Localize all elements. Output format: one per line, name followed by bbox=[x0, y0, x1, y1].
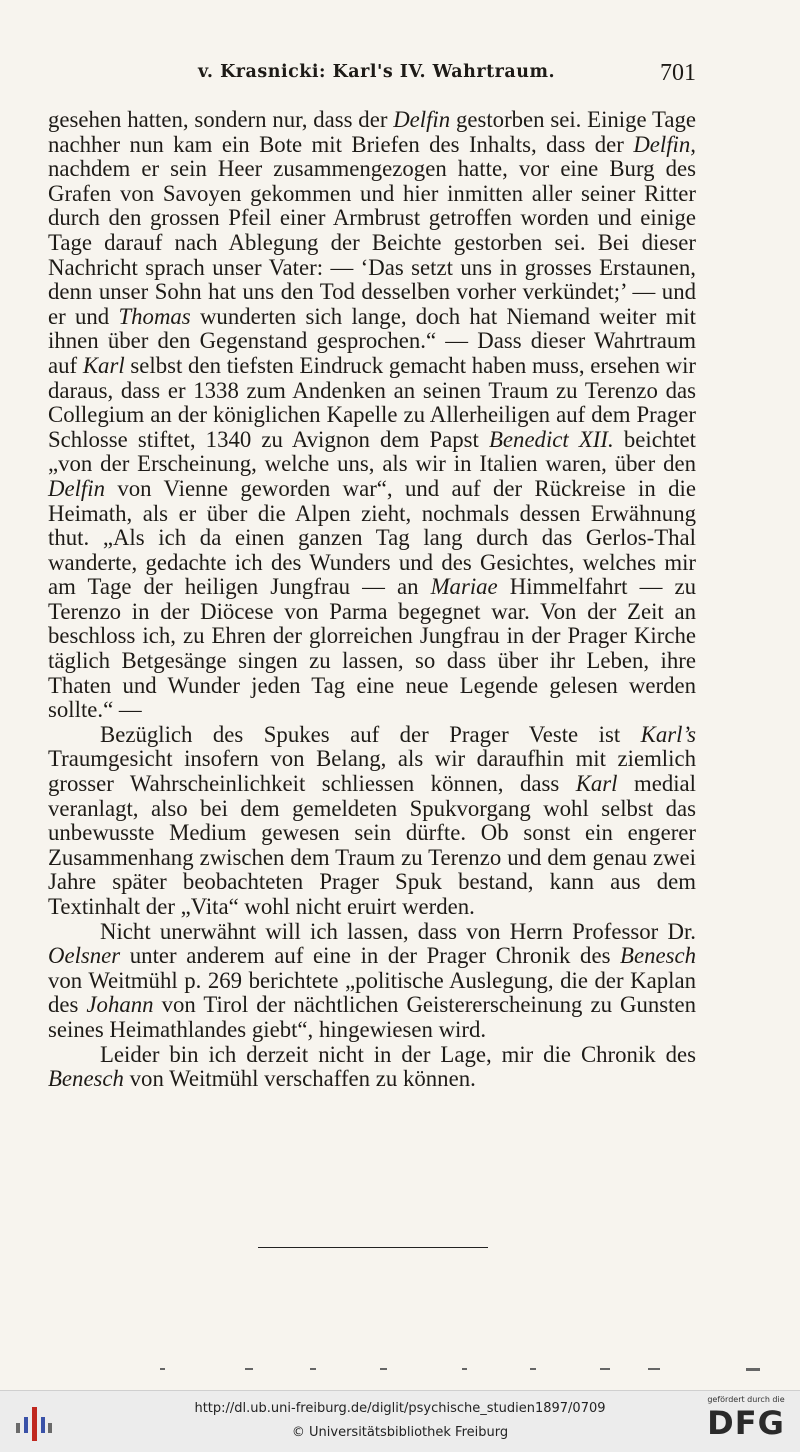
text-run: gestorben sei. Einige Tage nachher nun kam ein Bote mit Briefen des Inhalts, dass der bbox=[48, 107, 696, 157]
speck bbox=[380, 1368, 387, 1370]
text-run: Nicht unerwähnt will ich lassen, dass von Herrn Professor Dr. bbox=[100, 918, 696, 944]
text-run: unter anderem auf eine in der Prager Chronik des bbox=[120, 943, 621, 969]
italic-name: Karl bbox=[575, 771, 618, 797]
text-run: von Tirol der nächtlichen Geistererscheinung zu Gunsten seines Heimathlandes giebt“, hingewiesen wird. bbox=[48, 992, 696, 1042]
dfg-wordmark: DFG bbox=[707, 1404, 785, 1442]
italic-name: Karl bbox=[82, 352, 125, 378]
text-run: von Weitmühl verschaffen zu können. bbox=[123, 1066, 476, 1092]
text-run: von Weitmühl p. 269 berichtete „politische Auslegung, die der Kaplan des bbox=[48, 967, 696, 1018]
dfg-logo[interactable] bbox=[700, 1395, 792, 1449]
speck bbox=[462, 1368, 467, 1370]
text-run: von Vienne geworden war“, und auf der Rückreise in die Heimath, als er über die Alpen zieht, nochmals dessen Erwähnung thut. „Als ich da einen ganzen Tag lang durch das Gerlos-Thal wanderte, gedachte ich des Wunders und des Gesichtes, welches mir am Tage der heiligen Jungfrau — an bbox=[48, 475, 696, 600]
source-url-link[interactable]: http://dl.ub.uni-freiburg.de/diglit/psychische_studien1897/0709 bbox=[194, 1401, 606, 1416]
italic-name: Delfin, bbox=[633, 131, 696, 157]
page-number: 701 bbox=[660, 60, 696, 86]
speck bbox=[245, 1368, 253, 1370]
speck bbox=[310, 1368, 316, 1370]
copyright-notice: © Universitätsbibliothek Freiburg bbox=[291, 1425, 509, 1440]
paragraph-2 bbox=[48, 723, 696, 920]
section-end-rule bbox=[258, 1247, 488, 1248]
text-run: gesehen hatten, sondern nur, dass der bbox=[48, 107, 394, 132]
dfg-tagline: gefördert durch die bbox=[707, 1395, 785, 1404]
text-run: selbst den tiefsten Eindruck gemacht haben muss, ersehen wir daraus, dass er 1338 zum Andenken an seinen Traum zu Terenzo das Collegium an der königlichen Kapelle zu Allerheiligen auf dem Prager Schlosse stiftet, 1340 zu Avignon dem Papst bbox=[48, 352, 696, 452]
text-run: Himmelfahrt — zu Terenzo in der Diöcese von Parma begegnet war. Von der Zeit an beschloss ich, zu Ehren der glorreichen Jungfrau in der Prager Kirche täglich Betgesänge singen zu lassen, so dass über ihr Leben, ihre Thaten und Wunder jeden Tag eine neue Legende gelesen werden sollte.“ — bbox=[48, 574, 696, 723]
text-run: nachdem er sein Heer zusammengezogen hatte, vor eine Burg des Grafen von Savoyen gekommen und hier inmitten aller seiner Ritter durch den grossen Pfeil einer Armbrust getroffen worden und einige Tage darauf nach Ablegung der Beichte gestorben sei. Bei dieser Nachricht sprach unser Vater: — ‘Das setzt uns in grosses Erstaunen, denn unser Sohn hat uns den Tod desselben vorher verkündet;’ — und er und bbox=[48, 156, 696, 329]
italic-name: Johann bbox=[86, 992, 154, 1018]
text-run: Leider bin ich derzeit nicht in der Lage, mir die Chronik des bbox=[100, 1041, 696, 1067]
scan-specks bbox=[150, 1368, 790, 1376]
speck bbox=[600, 1368, 610, 1370]
text-run: beichtet „von der Erscheinung, welche uns, als wir in Italien waren, über den bbox=[48, 426, 696, 477]
speck bbox=[746, 1368, 760, 1371]
italic-name: Thomas bbox=[118, 303, 191, 329]
speck bbox=[530, 1368, 536, 1370]
italic-name: Karl’s bbox=[640, 721, 696, 747]
italic-name: Benesch bbox=[620, 943, 696, 969]
paragraph-1 bbox=[48, 108, 696, 723]
paragraph-4 bbox=[48, 1043, 696, 1092]
italic-name: Benedict XII. bbox=[489, 426, 614, 452]
italic-name: Benesch bbox=[48, 1066, 124, 1092]
italic-name: Delfin bbox=[393, 107, 451, 132]
text-run: wunderten sich lange, doch hat Niemand weiter mit ihnen über den Gegenstand gesprochen.“ — Dass dieser Wahrtraum auf bbox=[48, 303, 696, 378]
running-head: v. Krasnicki: Karl's IV. Wahrtraum. bbox=[198, 62, 556, 82]
speck bbox=[648, 1368, 660, 1370]
viewer-footer bbox=[0, 1390, 800, 1452]
paragraph-3 bbox=[48, 920, 696, 1043]
italic-name: Oelsner bbox=[48, 943, 121, 969]
italic-name: Mariae bbox=[430, 574, 498, 600]
page-header bbox=[48, 60, 696, 94]
italic-name: Delfin bbox=[48, 475, 105, 501]
text-run: Traumgesicht insofern von Belang, als wir daraufhin mit ziemlich grosser Wahrscheinlichkeit schliessen können, dass bbox=[48, 746, 696, 797]
speck bbox=[160, 1368, 165, 1370]
body-text bbox=[48, 108, 696, 1092]
text-run: Bezüglich des Spukes auf der Prager Veste ist bbox=[100, 721, 641, 747]
text-run: medial veranlagt, also bei dem gemeldeten Spukvorgang wohl selbst das unbewusste Medium gewesen sein dürfte. Ob sonst ein engerer Zusammenhang zwischen dem Traum zu Terenzo und dem genau zwei Jahre später beobachteten Prager Spuk bestand, kann aus dem Textinhalt der „Vita“ wohl nicht eruirt werden. bbox=[48, 771, 697, 919]
